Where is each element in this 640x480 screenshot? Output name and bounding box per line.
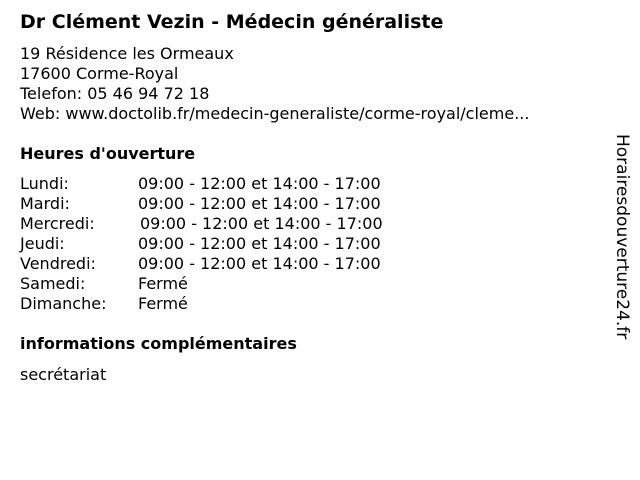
time-value: 09:00 - 12:00 et 14:00 - 17:00 [138, 254, 381, 273]
day-label: Mardi: [20, 194, 70, 213]
phone-number: Telefon: 05 46 94 72 18 [20, 84, 210, 103]
time-value: 09:00 - 12:00 et 14:00 - 17:00 [138, 234, 381, 253]
address-block [20, 44, 529, 124]
page-title: Dr Clément Vezin - Médecin généraliste [20, 11, 444, 33]
street-address: 19 Résidence les Ormeaux [20, 44, 234, 63]
opening-hours-heading: Heures d'ouverture [20, 144, 196, 163]
website-link: Web: www.doctolib.fr/medecin-generaliste/corme-royal/cleme... [20, 104, 530, 123]
day-label: Jeudi: [20, 234, 65, 253]
time-value: 09:00 - 12:00 et 14:00 - 17:00 [138, 174, 381, 193]
time-value: 09:00 - 12:00 et 14:00 - 17:00 [140, 214, 383, 233]
time-value: 09:00 - 12:00 et 14:00 - 17:00 [138, 194, 381, 213]
city-postcode: 17600 Corme-Royal [20, 64, 179, 83]
day-label: Lundi: [20, 174, 69, 193]
day-label: Samedi: [20, 274, 86, 293]
day-label: Vendredi: [20, 254, 96, 273]
time-value: Fermé [138, 274, 188, 293]
day-label: Dimanche: [20, 294, 107, 313]
additional-info-heading: informations complémentaires [20, 334, 297, 353]
site-watermark: Horairesdouverture24.fr [612, 134, 632, 340]
time-value: Fermé [138, 294, 188, 313]
additional-info-text: secrétariat [20, 365, 107, 384]
day-label: Mercredi: [20, 214, 95, 233]
